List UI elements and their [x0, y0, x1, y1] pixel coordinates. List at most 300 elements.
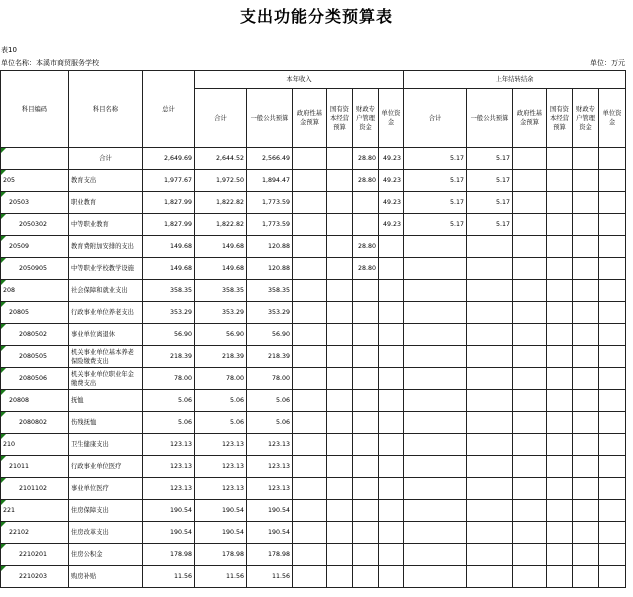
amount-cell — [404, 478, 467, 500]
amount-cell — [327, 170, 353, 192]
amount-cell — [293, 324, 327, 346]
amount-cell — [573, 302, 599, 324]
amount-cell — [379, 500, 404, 522]
subject-code: 2101102 — [1, 478, 69, 500]
subject-code: 2080802 — [1, 412, 69, 434]
amount-cell: 78.00 — [247, 368, 293, 390]
header-sub: 单位资金 — [379, 89, 404, 148]
amount-cell — [353, 346, 379, 368]
subject-name: 机关事业单位基本养老保险缴费支出 — [69, 346, 143, 368]
subject-code: 20503 — [1, 192, 69, 214]
amount-cell — [293, 544, 327, 566]
amount-cell: 1,827.99 — [143, 192, 195, 214]
subject-name: 教育支出 — [69, 170, 143, 192]
amount-cell: 1,977.67 — [143, 170, 195, 192]
amount-cell — [467, 456, 513, 478]
table-row — [1, 368, 626, 390]
amount-cell: 28.80 — [353, 170, 379, 192]
amount-cell — [327, 456, 353, 478]
amount-cell: 5.17 — [404, 170, 467, 192]
amount-cell — [327, 544, 353, 566]
amount-cell — [293, 302, 327, 324]
amount-cell — [353, 280, 379, 302]
amount-cell — [404, 434, 467, 456]
amount-cell — [353, 192, 379, 214]
amount-cell: 353.29 — [247, 302, 293, 324]
header-sub: 国有资本经营预算 — [547, 89, 573, 148]
amount-cell — [467, 280, 513, 302]
table-row — [1, 434, 626, 456]
table-row — [1, 390, 626, 412]
amount-cell — [547, 280, 573, 302]
amount-cell — [379, 522, 404, 544]
header-sub: 合计 — [195, 89, 247, 148]
table-row — [1, 236, 626, 258]
subject-code: 21011 — [1, 456, 69, 478]
subject-code: 205 — [1, 170, 69, 192]
amount-cell — [404, 324, 467, 346]
amount-cell: 78.00 — [143, 368, 195, 390]
header-sub: 一般公共预算 — [247, 89, 293, 148]
amount-cell — [404, 302, 467, 324]
amount-cell — [293, 522, 327, 544]
table-row — [1, 522, 626, 544]
amount-cell — [599, 192, 626, 214]
amount-cell: 5.06 — [195, 412, 247, 434]
amount-cell — [467, 236, 513, 258]
amount-cell — [404, 236, 467, 258]
amount-cell — [379, 434, 404, 456]
amount-cell: 5.06 — [143, 390, 195, 412]
form-number: 表10 — [1, 46, 17, 54]
amount-cell: 190.54 — [143, 522, 195, 544]
table-row — [1, 280, 626, 302]
amount-cell — [547, 522, 573, 544]
amount-cell: 123.13 — [247, 434, 293, 456]
amount-cell — [547, 566, 573, 588]
header-sub: 一般公共预算 — [467, 89, 513, 148]
amount-cell: 218.39 — [143, 346, 195, 368]
amount-cell — [513, 148, 547, 170]
subject-code: 20509 — [1, 236, 69, 258]
amount-cell — [404, 280, 467, 302]
amount-cell — [467, 478, 513, 500]
amount-cell: 56.90 — [195, 324, 247, 346]
amount-cell: 353.29 — [195, 302, 247, 324]
amount-cell — [404, 412, 467, 434]
amount-cell: 1,822.82 — [195, 214, 247, 236]
amount-cell — [404, 346, 467, 368]
amount-cell — [547, 478, 573, 500]
amount-cell — [573, 434, 599, 456]
amount-cell: 149.68 — [195, 236, 247, 258]
amount-cell — [513, 302, 547, 324]
amount-cell — [293, 192, 327, 214]
amount-cell — [573, 258, 599, 280]
amount-cell: 5.17 — [467, 214, 513, 236]
amount-cell — [513, 390, 547, 412]
subject-name: 住房保障支出 — [69, 500, 143, 522]
amount-cell — [379, 368, 404, 390]
subject-code: 22102 — [1, 522, 69, 544]
table-row — [1, 500, 626, 522]
amount-cell — [327, 566, 353, 588]
amount-cell — [327, 368, 353, 390]
amount-cell: 2,649.69 — [143, 148, 195, 170]
amount-cell — [513, 170, 547, 192]
amount-cell — [467, 412, 513, 434]
amount-cell — [513, 214, 547, 236]
subject-code: 2080506 — [1, 368, 69, 390]
amount-cell — [379, 280, 404, 302]
amount-cell — [467, 390, 513, 412]
amount-cell — [599, 214, 626, 236]
amount-cell: 5.06 — [247, 390, 293, 412]
subject-name: 社会保障和就业支出 — [69, 280, 143, 302]
amount-cell: 1,827.99 — [143, 214, 195, 236]
amount-cell — [547, 412, 573, 434]
amount-cell — [353, 434, 379, 456]
amount-cell — [327, 324, 353, 346]
amount-cell — [467, 522, 513, 544]
subject-name: 中等职业教育 — [69, 214, 143, 236]
amount-cell: 11.56 — [247, 566, 293, 588]
amount-cell — [547, 500, 573, 522]
header-total: 总计 — [143, 71, 195, 148]
subject-code: 2050905 — [1, 258, 69, 280]
subject-code: 20808 — [1, 390, 69, 412]
amount-cell — [547, 258, 573, 280]
amount-cell: 120.88 — [247, 236, 293, 258]
amount-cell: 49.23 — [379, 214, 404, 236]
amount-cell — [547, 236, 573, 258]
header-sub: 国有资本经营预算 — [327, 89, 353, 148]
header-name: 科目名称 — [69, 71, 143, 148]
currency-unit: 单位：万元 — [590, 59, 625, 67]
amount-cell: 1,773.59 — [247, 214, 293, 236]
amount-cell — [293, 500, 327, 522]
amount-cell — [513, 324, 547, 346]
amount-cell — [599, 456, 626, 478]
subject-name: 住房改革支出 — [69, 522, 143, 544]
amount-cell — [573, 566, 599, 588]
amount-cell — [513, 192, 547, 214]
amount-cell — [353, 544, 379, 566]
amount-cell — [353, 478, 379, 500]
amount-cell: 190.54 — [247, 522, 293, 544]
amount-cell — [293, 368, 327, 390]
amount-cell — [293, 412, 327, 434]
subject-name: 中等职业学校教学设施 — [69, 258, 143, 280]
amount-cell — [573, 324, 599, 346]
header-current-year: 本年收入 — [195, 71, 404, 89]
amount-cell — [547, 456, 573, 478]
amount-cell — [599, 500, 626, 522]
amount-cell — [513, 346, 547, 368]
amount-cell — [599, 566, 626, 588]
table-row — [1, 456, 626, 478]
amount-cell: 149.68 — [143, 236, 195, 258]
amount-cell: 5.17 — [467, 148, 513, 170]
amount-cell — [467, 566, 513, 588]
subject-name: 抚恤 — [69, 390, 143, 412]
amount-cell: 358.35 — [143, 280, 195, 302]
amount-cell — [379, 566, 404, 588]
amount-cell: 5.06 — [143, 412, 195, 434]
unit-name: 单位名称：本溪市商贸服务学校 — [1, 59, 99, 67]
amount-cell — [353, 522, 379, 544]
amount-cell: 178.98 — [195, 544, 247, 566]
amount-cell: 49.23 — [379, 170, 404, 192]
table-row — [1, 566, 626, 588]
amount-cell: 123.13 — [195, 478, 247, 500]
amount-cell — [573, 456, 599, 478]
amount-cell — [573, 412, 599, 434]
amount-cell — [379, 478, 404, 500]
amount-cell — [513, 236, 547, 258]
amount-cell — [547, 214, 573, 236]
amount-cell: 123.13 — [195, 456, 247, 478]
amount-cell — [547, 368, 573, 390]
amount-cell: 190.54 — [195, 500, 247, 522]
amount-cell — [293, 280, 327, 302]
header-sub: 财政专户管理资金 — [353, 89, 379, 148]
amount-cell — [547, 324, 573, 346]
subject-name: 行政事业单位养老支出 — [69, 302, 143, 324]
table-row — [1, 214, 626, 236]
amount-cell — [404, 566, 467, 588]
amount-cell — [353, 500, 379, 522]
amount-cell: 5.17 — [467, 192, 513, 214]
amount-cell — [467, 434, 513, 456]
subject-name: 住房公积金 — [69, 544, 143, 566]
amount-cell — [599, 346, 626, 368]
amount-cell — [404, 522, 467, 544]
amount-cell — [353, 566, 379, 588]
table-row — [1, 478, 626, 500]
amount-cell — [547, 434, 573, 456]
amount-cell — [513, 500, 547, 522]
amount-cell — [573, 192, 599, 214]
amount-cell — [573, 368, 599, 390]
amount-cell — [599, 302, 626, 324]
amount-cell — [293, 170, 327, 192]
amount-cell — [404, 258, 467, 280]
amount-cell — [327, 478, 353, 500]
amount-cell — [379, 390, 404, 412]
amount-cell: 49.23 — [379, 192, 404, 214]
amount-cell: 56.90 — [143, 324, 195, 346]
amount-cell — [547, 170, 573, 192]
amount-cell: 11.56 — [143, 566, 195, 588]
amount-cell — [547, 302, 573, 324]
amount-cell: 218.39 — [247, 346, 293, 368]
subject-code: 208 — [1, 280, 69, 302]
amount-cell — [353, 324, 379, 346]
amount-cell — [573, 236, 599, 258]
amount-cell — [547, 544, 573, 566]
amount-cell — [513, 456, 547, 478]
amount-cell — [293, 236, 327, 258]
header-sub: 合计 — [404, 89, 467, 148]
amount-cell — [293, 258, 327, 280]
subject-name: 行政事业单位医疗 — [69, 456, 143, 478]
amount-cell: 5.06 — [195, 390, 247, 412]
amount-cell — [293, 214, 327, 236]
amount-cell: 5.17 — [404, 192, 467, 214]
amount-cell — [599, 544, 626, 566]
amount-cell — [293, 456, 327, 478]
amount-cell: 123.13 — [195, 434, 247, 456]
amount-cell — [513, 368, 547, 390]
amount-cell — [327, 258, 353, 280]
subject-code: 210 — [1, 434, 69, 456]
amount-cell — [547, 346, 573, 368]
amount-cell — [353, 456, 379, 478]
amount-cell — [573, 170, 599, 192]
amount-cell — [327, 412, 353, 434]
amount-cell — [293, 566, 327, 588]
amount-cell — [513, 544, 547, 566]
table-row — [1, 192, 626, 214]
amount-cell — [293, 148, 327, 170]
amount-cell — [467, 302, 513, 324]
amount-cell — [379, 236, 404, 258]
header-code: 科目编码 — [1, 71, 69, 148]
amount-cell — [513, 434, 547, 456]
amount-cell — [547, 192, 573, 214]
amount-cell — [327, 500, 353, 522]
amount-cell — [467, 346, 513, 368]
amount-cell: 2,566.49 — [247, 148, 293, 170]
amount-cell: 149.68 — [195, 258, 247, 280]
amount-cell — [353, 390, 379, 412]
amount-cell — [404, 500, 467, 522]
amount-cell — [513, 258, 547, 280]
amount-cell: 11.56 — [195, 566, 247, 588]
amount-cell — [467, 324, 513, 346]
subject-name: 伤残抚恤 — [69, 412, 143, 434]
amount-cell: 2,644.52 — [195, 148, 247, 170]
amount-cell — [327, 390, 353, 412]
amount-cell — [599, 280, 626, 302]
amount-cell — [513, 478, 547, 500]
amount-cell — [599, 478, 626, 500]
amount-cell: 190.54 — [195, 522, 247, 544]
subject-code: 2210201 — [1, 544, 69, 566]
amount-cell — [379, 544, 404, 566]
amount-cell: 1,773.59 — [247, 192, 293, 214]
amount-cell — [467, 258, 513, 280]
amount-cell — [293, 478, 327, 500]
amount-cell — [327, 280, 353, 302]
amount-cell: 190.54 — [247, 500, 293, 522]
amount-cell — [327, 434, 353, 456]
amount-cell: 358.35 — [247, 280, 293, 302]
amount-cell: 1,894.47 — [247, 170, 293, 192]
amount-cell — [404, 368, 467, 390]
amount-cell — [599, 324, 626, 346]
amount-cell — [327, 236, 353, 258]
amount-cell: 123.13 — [247, 478, 293, 500]
amount-cell — [353, 412, 379, 434]
amount-cell — [327, 148, 353, 170]
amount-cell — [573, 544, 599, 566]
amount-cell: 178.98 — [143, 544, 195, 566]
subject-code: 221 — [1, 500, 69, 522]
amount-cell: 78.00 — [195, 368, 247, 390]
amount-cell: 123.13 — [143, 434, 195, 456]
amount-cell — [573, 148, 599, 170]
subject-code: 2080505 — [1, 346, 69, 368]
amount-cell — [573, 214, 599, 236]
subject-name: 机关事业单位职业年金缴费支出 — [69, 368, 143, 390]
amount-cell — [599, 412, 626, 434]
header-sub: 政府性基金预算 — [293, 89, 327, 148]
budget-table — [0, 70, 626, 588]
subject-code: 20805 — [1, 302, 69, 324]
amount-cell — [379, 412, 404, 434]
amount-cell: 353.29 — [143, 302, 195, 324]
amount-cell: 5.06 — [247, 412, 293, 434]
amount-cell — [599, 170, 626, 192]
amount-cell: 123.13 — [143, 478, 195, 500]
header-sub: 财政专户管理资金 — [573, 89, 599, 148]
amount-cell — [547, 390, 573, 412]
amount-cell — [573, 500, 599, 522]
amount-cell — [293, 434, 327, 456]
amount-cell — [599, 390, 626, 412]
amount-cell: 178.98 — [247, 544, 293, 566]
amount-cell: 28.80 — [353, 148, 379, 170]
amount-cell: 123.13 — [247, 456, 293, 478]
subject-code: 2050302 — [1, 214, 69, 236]
amount-cell — [353, 368, 379, 390]
amount-cell — [573, 522, 599, 544]
amount-cell — [293, 390, 327, 412]
table-row — [1, 346, 626, 368]
subject-code: 2210203 — [1, 566, 69, 588]
subject-name: 购房补贴 — [69, 566, 143, 588]
amount-cell — [599, 522, 626, 544]
table-row — [1, 170, 626, 192]
amount-cell — [513, 522, 547, 544]
amount-cell — [573, 478, 599, 500]
amount-cell — [379, 346, 404, 368]
table-row — [1, 302, 626, 324]
amount-cell — [599, 148, 626, 170]
amount-cell — [327, 522, 353, 544]
amount-cell — [467, 368, 513, 390]
amount-cell — [467, 544, 513, 566]
amount-cell: 123.13 — [143, 456, 195, 478]
amount-cell: 1,822.82 — [195, 192, 247, 214]
table-row — [1, 544, 626, 566]
amount-cell: 56.90 — [247, 324, 293, 346]
amount-cell: 190.54 — [143, 500, 195, 522]
subject-code: 2080502 — [1, 324, 69, 346]
amount-cell — [293, 346, 327, 368]
amount-cell — [599, 258, 626, 280]
amount-cell: 358.35 — [195, 280, 247, 302]
amount-cell — [379, 456, 404, 478]
amount-cell — [599, 434, 626, 456]
amount-cell — [404, 390, 467, 412]
amount-cell — [327, 346, 353, 368]
table-row — [1, 412, 626, 434]
subject-name: 卫生健康支出 — [69, 434, 143, 456]
amount-cell — [573, 390, 599, 412]
